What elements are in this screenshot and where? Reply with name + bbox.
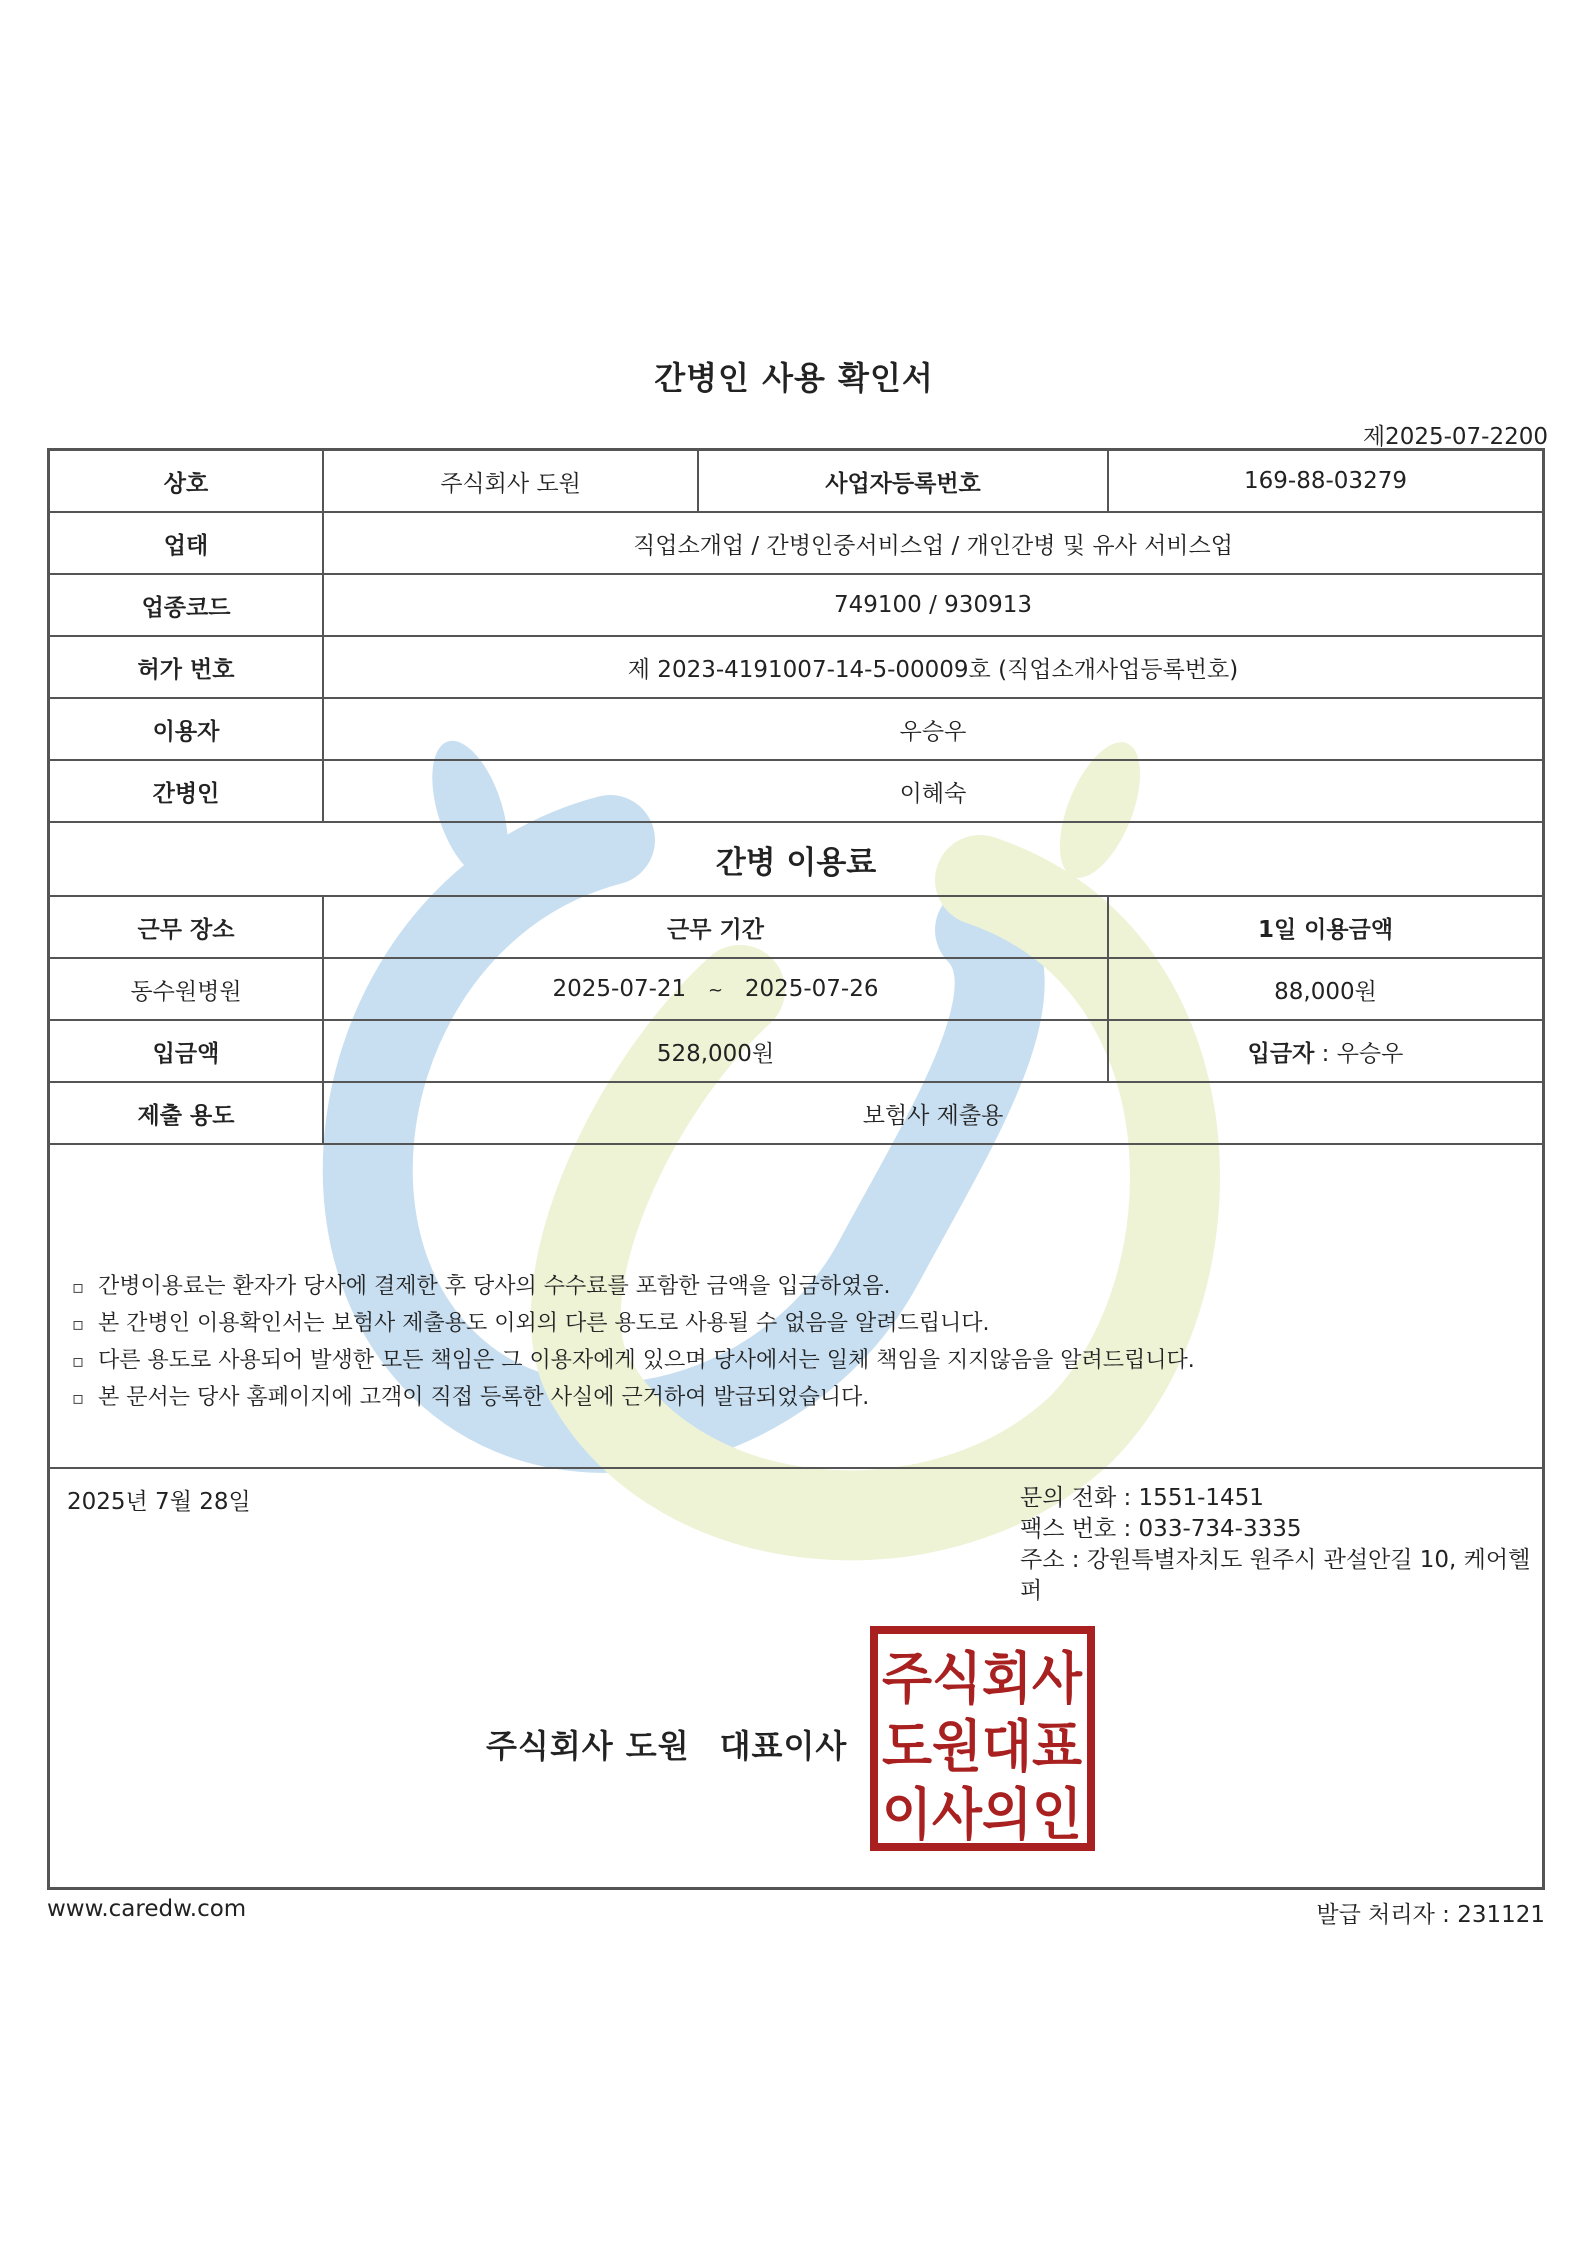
note-item: ▫ 간병이용료는 환자가 당사에 결제한 후 당사의 수수료를 포함한 금액을 입금하였음. bbox=[72, 1269, 1195, 1306]
certificate-box bbox=[47, 448, 1545, 1890]
period-tilde: ~ bbox=[707, 980, 724, 1001]
row-company bbox=[50, 451, 1542, 512]
row-code bbox=[50, 574, 1542, 636]
note-item: ▫ 본 간병인 이용확인서는 보험사 제출용도 이외의 다른 용도로 사용될 수 없음을 알려드립니다. bbox=[72, 1306, 1195, 1343]
seal-line-3: 이사의인 bbox=[882, 1783, 1082, 1848]
seal-line-2: 도원대표 bbox=[882, 1715, 1082, 1780]
note-item: ▫ 다른 용도로 사용되어 발생한 모든 책임은 그 이용자에게 있으며 당사에서는 일체 책임을 지지않음을 알려드립니다. bbox=[72, 1343, 1195, 1380]
code-label: 업종코드 bbox=[50, 574, 323, 636]
depositor-cell bbox=[1108, 1020, 1542, 1082]
row-fee-values bbox=[50, 958, 1542, 1020]
place-label: 근무 장소 bbox=[50, 896, 323, 958]
row-permit bbox=[50, 636, 1542, 698]
depositor-value: 우승우 bbox=[1336, 1040, 1404, 1067]
purpose-label: 제출 용도 bbox=[50, 1082, 323, 1144]
fee-section-title: 간병 이용료 bbox=[50, 822, 1542, 896]
code-value: 749100 / 930913 bbox=[323, 574, 1542, 636]
row-caregiver bbox=[50, 760, 1542, 822]
document-title: 간병인 사용 확인서 bbox=[654, 359, 934, 397]
phone-info: 문의 전화 : 1551-1451 bbox=[1020, 1485, 1264, 1511]
period-start: 2025-07-21 bbox=[552, 976, 687, 1002]
deposit-label: 입금액 bbox=[50, 1020, 323, 1082]
sign-ceo: 대표이사 bbox=[719, 1727, 848, 1765]
row-deposit bbox=[50, 1020, 1542, 1082]
industry-label: 업태 bbox=[50, 512, 323, 574]
depositor-separator: : bbox=[1314, 1040, 1337, 1067]
notes-section bbox=[50, 1173, 1542, 1469]
row-fee-title bbox=[50, 822, 1542, 896]
period-end: 2025-07-26 bbox=[744, 976, 879, 1002]
biz-reg-value: 169-88-03279 bbox=[1108, 451, 1542, 512]
row-industry bbox=[50, 512, 1542, 574]
caregiver-label: 간병인 bbox=[50, 760, 323, 822]
user-value: 우승우 bbox=[323, 698, 1542, 760]
period-value bbox=[323, 958, 1108, 1020]
fax-info: 팩스 번호 : 033-734-3335 bbox=[1020, 1516, 1302, 1542]
place-value: 동수원병원 bbox=[50, 958, 323, 1020]
issue-handler: 발급 처리자 : 231121 bbox=[1316, 1902, 1545, 1928]
row-fee-header bbox=[50, 896, 1542, 958]
daily-value: 88,000원 bbox=[1108, 958, 1542, 1020]
sign-company: 주식회사 도원 bbox=[486, 1727, 690, 1765]
company-value: 주식회사 도원 bbox=[323, 451, 698, 512]
note-item: ▫ 본 문서는 당사 홈페이지에 고객이 직접 등록한 사실에 근거하여 발급되었습니다. bbox=[72, 1380, 1195, 1417]
biz-reg-label: 사업자등록번호 bbox=[698, 451, 1108, 512]
company-label: 상호 bbox=[50, 451, 323, 512]
deposit-value: 528,000원 bbox=[323, 1020, 1108, 1082]
permit-value: 제 2023-4191007-14-5-00009호 (직업소개사업등록번호) bbox=[323, 636, 1542, 698]
row-purpose bbox=[50, 1082, 1542, 1144]
purpose-value: 보험사 제출용 bbox=[323, 1082, 1542, 1144]
company-seal-stamp bbox=[870, 1626, 1095, 1851]
permit-label: 허가 번호 bbox=[50, 636, 323, 698]
caregiver-value: 이혜숙 bbox=[323, 760, 1542, 822]
row-user bbox=[50, 698, 1542, 760]
depositor-label: 입금자 bbox=[1247, 1040, 1315, 1067]
user-label: 이용자 bbox=[50, 698, 323, 760]
period-label: 근무 기간 bbox=[323, 896, 1108, 958]
daily-label: 1일 이용금액 bbox=[1108, 896, 1542, 958]
contact-info bbox=[1020, 1483, 1542, 1607]
info-table bbox=[50, 451, 1542, 1145]
industry-value: 직업소개업 / 간병인중서비스업 / 개인간병 및 유사 서비스업 bbox=[323, 512, 1542, 574]
signature-line bbox=[486, 1721, 847, 1767]
website-link[interactable]: www.caredw.com bbox=[47, 1896, 247, 1922]
issue-date: 2025년 7월 28일 bbox=[67, 1489, 251, 1515]
document-number: 제2025-07-2200 bbox=[1362, 424, 1548, 450]
address-info: 주소 : 강원특별자치도 원주시 관설안길 10, 케어헬퍼 bbox=[1020, 1547, 1531, 1604]
seal-line-1: 주식회사 bbox=[882, 1647, 1083, 1712]
notes-list bbox=[72, 1269, 1195, 1417]
